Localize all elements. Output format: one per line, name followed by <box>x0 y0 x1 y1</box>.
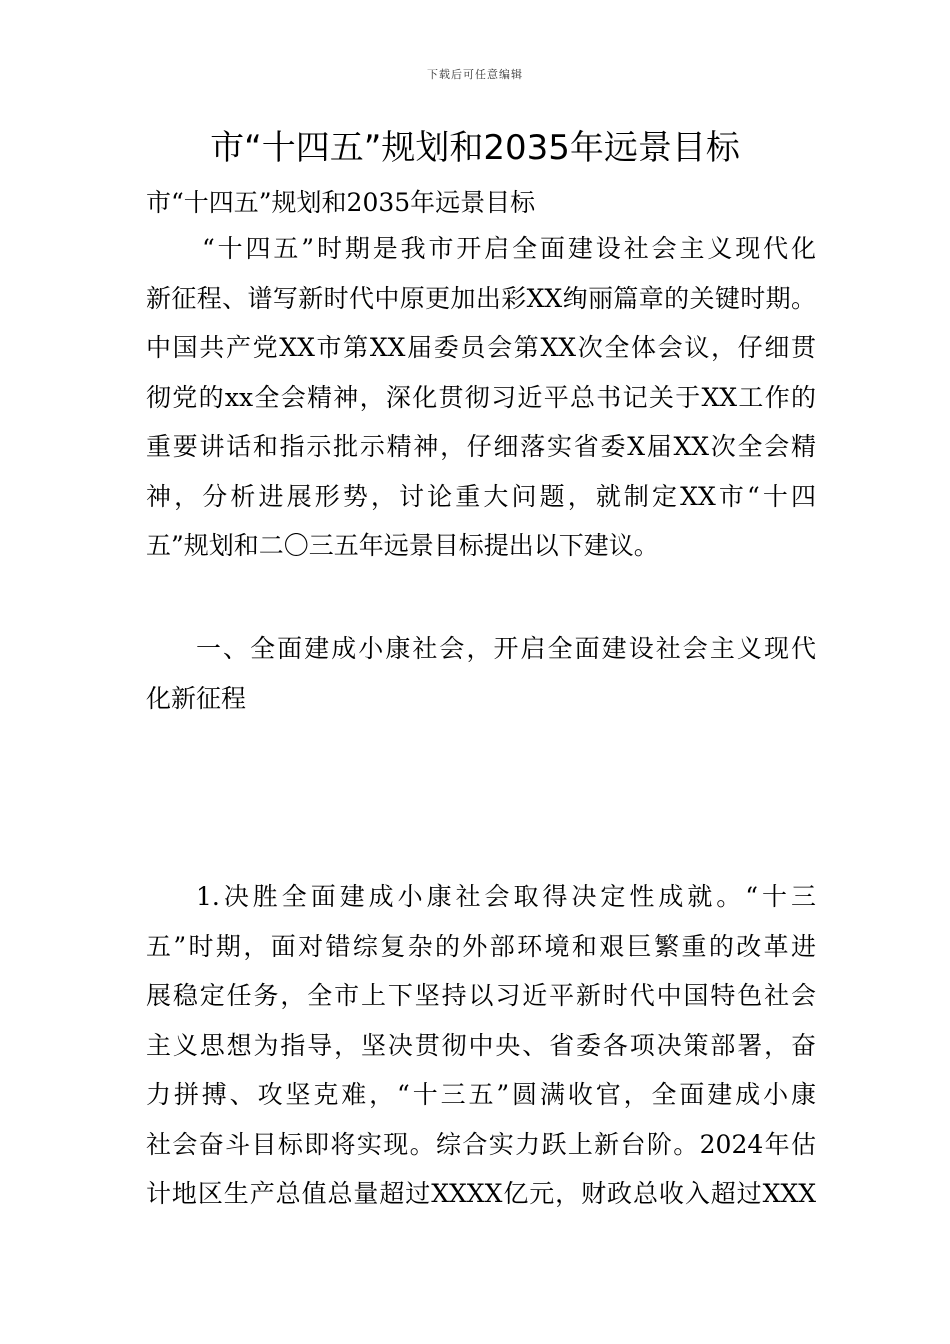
paragraph-line: 主义思想为指导，坚决贯彻中央、省委各项决策部署，奋 <box>146 1030 816 1060</box>
section-heading-1 <box>146 624 816 723</box>
paragraph-line: “十四五”时期是我市开启全面建设社会主义现代化 <box>202 234 816 263</box>
paragraph-achievements <box>146 872 816 1219</box>
paragraph-line: 中国共产党XX市第XX届委员会第XX次全体会议，仔细贯 <box>146 333 816 362</box>
document-subtitle <box>146 178 816 228</box>
paragraph-line: 五”规划和二〇三五年远景目标提出以下建议。 <box>146 531 659 560</box>
header-note: 下载后可任意编辑 <box>427 68 523 81</box>
subtitle-line: 市“十四五”规划和2035年远景目标 <box>146 188 536 217</box>
paragraph-line: 五”时期，面对错综复杂的外部环境和艰巨繁重的改革进 <box>146 931 816 961</box>
paragraph-line: 彻党的xx全会精神，深化贯彻习近平总书记关于XX工作的 <box>146 382 816 412</box>
paragraph-line: 1.决胜全面建成小康社会取得决定性成就。“十三 <box>196 882 816 911</box>
paragraph-line: 力拼搏、攻坚克难，“十三五”圆满收官，全面建成小康 <box>146 1080 816 1109</box>
paragraph-line: 新征程、谱写新时代中原更加出彩XX绚丽篇章的关键时期。 <box>146 283 816 313</box>
paragraph-line: 重要讲话和指示批示精神，仔细落实省委X届XX次全会精 <box>146 432 816 461</box>
paragraph-line: 神，分析进展形势，讨论重大问题，就制定XX市“十四 <box>146 481 816 511</box>
paragraph-line: 计地区生产总值总量超过XXXX亿元，财政总收入超过XXX <box>146 1179 816 1208</box>
paragraph-line: 社会奋斗目标即将实现。综合实力跃上新台阶。2024年估 <box>146 1129 816 1159</box>
section-heading-line: 化新征程 <box>146 683 247 713</box>
paragraph-line: 展稳定任务，全市上下坚持以习近平新时代中国特色社会 <box>146 981 816 1010</box>
paragraph-intro <box>146 224 816 571</box>
document-title: 市“十四五”规划和2035年远景目标 <box>210 128 740 168</box>
section-heading-line: 一、全面建成小康社会，开启全面建设社会主义现代 <box>196 634 816 663</box>
